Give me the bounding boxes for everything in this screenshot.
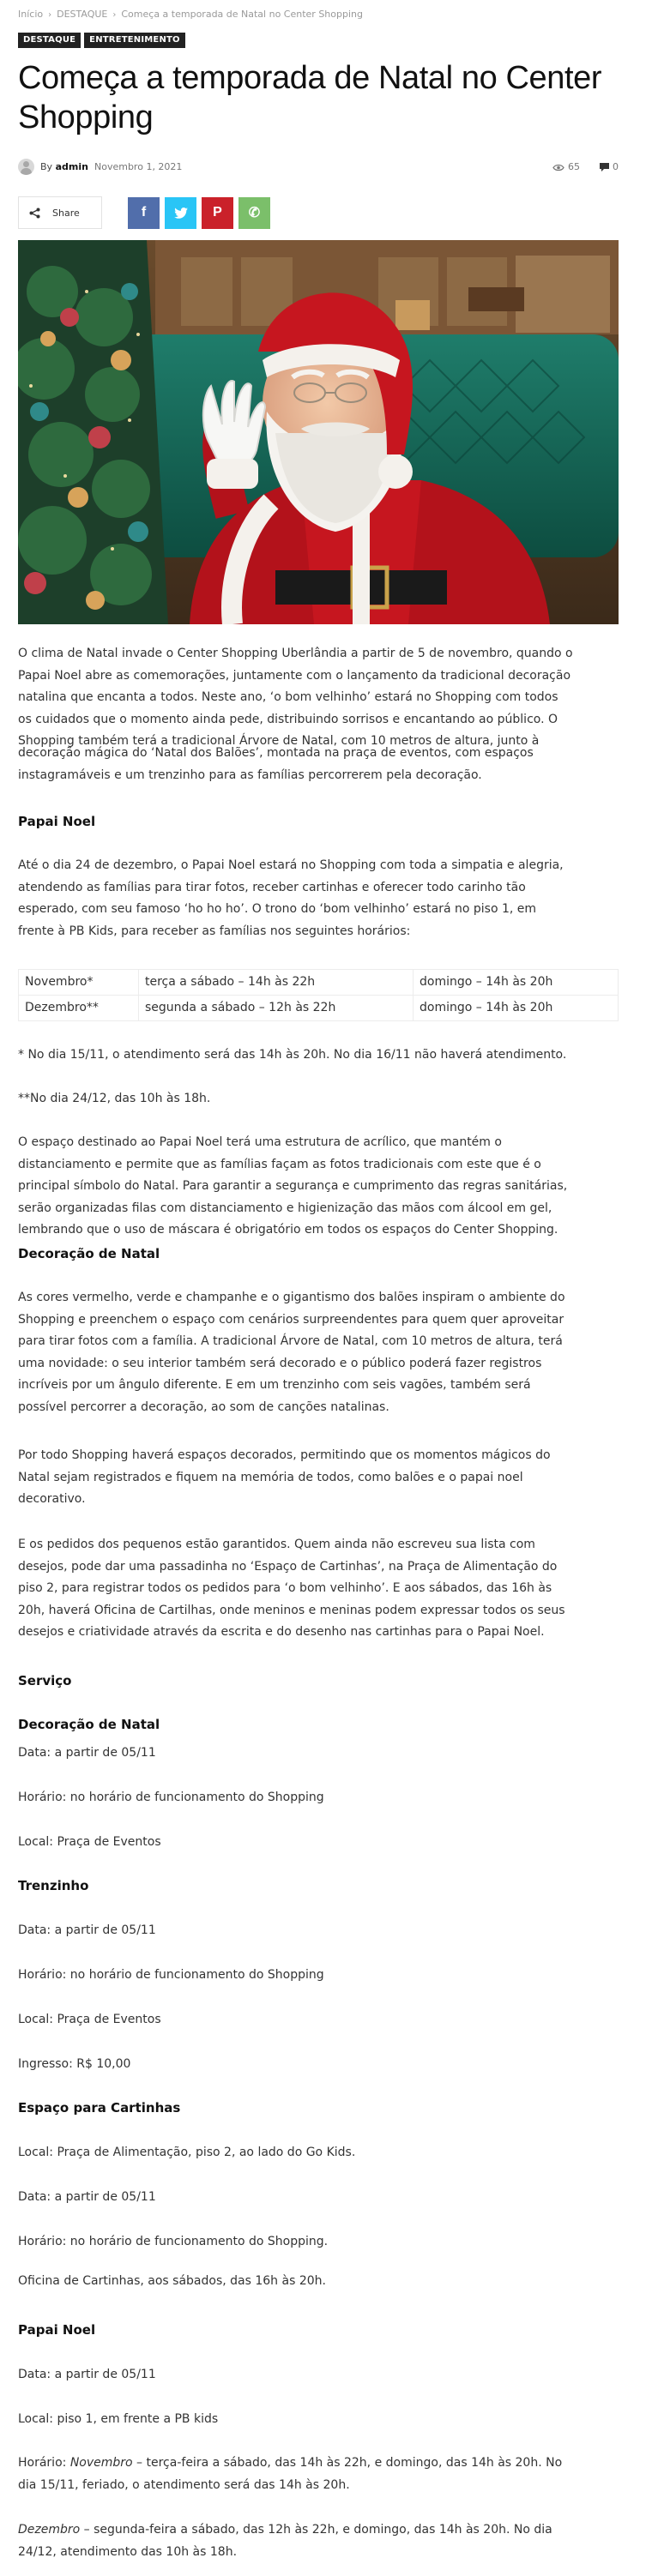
servico-heading-trenzinho: Trenzinho bbox=[18, 1878, 89, 1893]
intro-line: O clima de Natal invade o Center Shopping Uberlândia a partir de 5 de novembro, quando o bbox=[18, 647, 573, 660]
novembro-text: – terça-feira a sábado, das 14h às 22h, e domingo, das 14h às 20h. No bbox=[132, 2456, 563, 2470]
horario-label: Horário: bbox=[18, 2456, 70, 2470]
space-line: principal símbolo do Natal. Para garantir a segurança e cumprimento das regras sanitárias, bbox=[18, 1179, 568, 1193]
intro-line: Shopping também terá a tradicional Árvore de Natal, com 10 metros de altura, junto à bbox=[18, 734, 540, 748]
schedule-month: Dezembro** bbox=[19, 996, 139, 1021]
twitter-icon bbox=[174, 208, 188, 219]
view-count-value: 65 bbox=[568, 161, 580, 172]
servico-papai-local: Local: piso 1, em frente a PB kids bbox=[18, 2412, 219, 2426]
dezembro-line-2: 24/12, atendimento das 10h às 18h. bbox=[18, 2544, 238, 2559]
table-row bbox=[19, 996, 619, 1021]
breadcrumb-category-link[interactable]: DESTAQUE bbox=[57, 9, 108, 20]
breadcrumb bbox=[18, 9, 363, 20]
servico-heading-papai-noel: Papai Noel bbox=[18, 2322, 96, 2338]
decoracao-line: uma novidade: o seu interior também será decorado e o público poderá fazer registros bbox=[18, 1356, 542, 1370]
decorados-line: Por todo Shopping haverá espaços decorados, permitindo que os momentos mágicos do bbox=[18, 1448, 551, 1462]
space-paragraph bbox=[18, 1132, 619, 1242]
breadcrumb-separator: › bbox=[112, 10, 117, 20]
category-tags bbox=[18, 33, 185, 48]
pedidos-line: 20h, haverá Oficina de Cartilhas, onde meninos e meninas podem expressar todos os seus bbox=[18, 1603, 565, 1617]
servico-trenzinho-horario: Horário: no horário de funcionamento do Shopping bbox=[18, 1968, 324, 1982]
whatsapp-icon: ✆ bbox=[248, 206, 261, 220]
decoracao-line: Shopping e preenchem o espaço com cenários surpreendentes para quem quer aproveitar bbox=[18, 1312, 564, 1327]
pedidos-line: E os pedidos dos pequenos estão garantidos. Quem ainda não escreveu sua lista com bbox=[18, 1538, 535, 1551]
decoracao-paragraph bbox=[18, 1287, 619, 1418]
decorados-line: Natal sejam registrados e fiquem na memória de todos, como balões e o papai noel bbox=[18, 1470, 523, 1484]
dezembro-label: Dezembro bbox=[18, 2523, 81, 2537]
schedule-weekdays: terça a sábado – 14h às 22h bbox=[139, 970, 414, 996]
author-avatar[interactable] bbox=[18, 159, 34, 175]
article-title: Começa a temporada de Natal no Center Shopping bbox=[18, 60, 602, 135]
schedule-weekdays: segunda a sábado – 12h às 22h bbox=[139, 996, 414, 1021]
servico-trenzinho-local: Local: Praça de Eventos bbox=[18, 2013, 161, 2026]
servico-decoracao-local: Local: Praça de Eventos bbox=[18, 1835, 161, 1849]
servico-papai-horario-novembro bbox=[18, 2453, 619, 2496]
schedule-note-1: * No dia 15/11, o atendimento será das 14h às 20h. No dia 16/11 não haverá atendimento. bbox=[18, 1048, 567, 1062]
intro-line: decoração mágica do ‘Natal dos Balões’, montada na praça de eventos, com espaços bbox=[18, 746, 534, 760]
twitter-share-button[interactable] bbox=[165, 197, 196, 229]
schedule-table bbox=[18, 969, 619, 1021]
schedule-sunday: domingo – 14h às 20h bbox=[414, 996, 619, 1021]
decoracao-line: incríveis por um ângulo diferente. E em um trenzinho com seis vagões, também será bbox=[18, 1378, 531, 1392]
article-intro bbox=[18, 643, 619, 786]
decoracao-line: possível percorrer a decoração, ao som de canções natalinas. bbox=[18, 1399, 389, 1414]
servico-heading-cartinhas: Espaço para Cartinhas bbox=[18, 2100, 181, 2116]
section-heading-decoracao: Decoração de Natal bbox=[18, 1246, 160, 1261]
post-meta bbox=[18, 158, 619, 177]
servico-papai-horario-dezembro bbox=[18, 2519, 619, 2563]
intro-line: os cuidados que o momento ainda pede, distribuindo sorrisos e encantando ao público. O bbox=[18, 712, 558, 726]
intro-line: instagramáveis e um trenzinho para as famílias percorrerem pela decoração. bbox=[18, 767, 482, 782]
share-icon bbox=[29, 208, 40, 219]
servico-heading-decoracao: Decoração de Natal bbox=[18, 1717, 160, 1732]
space-line: O espaço destinado ao Papai Noel terá uma estrutura de acrílico, que mantém o bbox=[18, 1135, 502, 1149]
table-row bbox=[19, 970, 619, 996]
pedidos-paragraph bbox=[18, 1534, 619, 1644]
papai-noel-line: frente à PB Kids, para receber as famílias nos seguintes horários: bbox=[18, 924, 411, 938]
post-date: Novembro 1, 2021 bbox=[94, 161, 183, 172]
servico-cartinhas-horario: Horário: no horário de funcionamento do Shopping. bbox=[18, 2235, 329, 2248]
schedule-month: Novembro* bbox=[19, 970, 139, 996]
facebook-icon: f bbox=[141, 205, 147, 220]
share-button[interactable] bbox=[18, 196, 102, 229]
servico-decoracao-data: Data: a partir de 05/11 bbox=[18, 1746, 156, 1760]
dezembro-text: – segunda-feira a sábado, das 12h às 22h, e domingo, das 14h às 20h. No dia bbox=[80, 2523, 552, 2537]
breadcrumb-current: Começa a temporada de Natal no Center Shopping bbox=[121, 9, 363, 20]
space-line: serão organizadas filas com distanciamento e higienização das mãos com álcool em gel, bbox=[18, 1201, 552, 1215]
view-count bbox=[552, 161, 580, 172]
papai-noel-line: Até o dia 24 de dezembro, o Papai Noel estará no Shopping com toda a simpatia e alegria, bbox=[18, 858, 564, 872]
servico-trenzinho-ingresso: Ingresso: R$ 10,00 bbox=[18, 2057, 131, 2071]
pedidos-line: piso 2, para registrar todos os pedidos para ‘o bom velhinho’. E aos sábados, das 16h às bbox=[18, 1581, 552, 1595]
author-link[interactable]: admin bbox=[55, 161, 88, 172]
servico-cartinhas-local: Local: Praça de Alimentação, piso 2, ao lado do Go Kids. bbox=[18, 2146, 356, 2159]
featured-image-santa bbox=[18, 240, 619, 624]
facebook-share-button[interactable] bbox=[128, 197, 160, 229]
eye-icon bbox=[552, 164, 564, 172]
breadcrumb-home-link[interactable]: Início bbox=[18, 9, 44, 20]
servico-trenzinho-data: Data: a partir de 05/11 bbox=[18, 1923, 156, 1937]
servico-decoracao-horario: Horário: no horário de funcionamento do Shopping bbox=[18, 1791, 324, 1804]
pinterest-share-button[interactable] bbox=[202, 197, 233, 229]
papai-noel-line: esperado, com seu famoso ‘ho ho ho’. O trono do ‘bom velhinho’ estará no piso 1, em bbox=[18, 902, 537, 916]
novembro-label: Novembro bbox=[69, 2456, 133, 2470]
decorados-line: decorativo. bbox=[18, 1492, 86, 1506]
intro-line: Papai Noel abre as comemorações, juntamente com o lançamento da tradicional decoração bbox=[18, 668, 571, 683]
space-line: distanciamento e permite que as famílias façam as fotos tradicionais com este que é o bbox=[18, 1157, 541, 1171]
santa-illustration bbox=[18, 240, 619, 624]
servico-cartinhas-oficina: Oficina de Cartinhas, aos sábados, das 16h às 20h. bbox=[18, 2274, 326, 2288]
intro-line: natalina que encanta a todos. Neste ano, ‘o bom velhinho’ estará no Shopping com todos bbox=[18, 690, 558, 704]
breadcrumb-separator: › bbox=[48, 10, 52, 20]
schedule-sunday: domingo – 14h às 20h bbox=[414, 970, 619, 996]
section-heading-papai-noel: Papai Noel bbox=[18, 814, 96, 829]
novembro-line-2: dia 15/11, feriado, o atendimento será das 14h às 20h. bbox=[18, 2477, 350, 2492]
comment-icon bbox=[600, 163, 609, 172]
space-line: lembrando que o uso de máscara é obrigatório em todos os espaços do Center Shopping. bbox=[18, 1223, 558, 1237]
horario-novembro-line bbox=[18, 2453, 619, 2475]
papai-noel-line: atendendo as famílias para tirar fotos, receber cartinhas e oferecer todo carinho tão bbox=[18, 880, 526, 894]
comment-count-value: 0 bbox=[613, 161, 619, 172]
share-label: Share bbox=[52, 207, 80, 219]
category-tag-destaque[interactable]: DESTAQUE bbox=[18, 33, 81, 48]
section-heading-servico: Serviço bbox=[18, 1673, 72, 1688]
pedidos-line: desejos, pode dar uma passadinha no ‘Espaço de Cartinhas’, na Praça de Alimentação do bbox=[18, 1559, 558, 1574]
category-tag-entretenimento[interactable]: ENTRETENIMENTO bbox=[84, 33, 185, 48]
papai-noel-paragraph bbox=[18, 855, 619, 942]
decoracao-line: As cores vermelho, verde e champanhe e o gigantismo dos balões inspiram o ambiente do bbox=[18, 1291, 565, 1304]
horario-dezembro-line bbox=[18, 2519, 619, 2542]
schedule-note-2: **No dia 24/12, das 10h às 18h. bbox=[18, 1092, 211, 1105]
servico-papai-data: Data: a partir de 05/11 bbox=[18, 2368, 156, 2381]
whatsapp-share-button[interactable] bbox=[238, 197, 270, 229]
pinterest-icon: P bbox=[213, 205, 222, 220]
decoracao-line: para tirar fotos com a família. A tradicional Árvore de Natal, com 10 metros de altura, terá bbox=[18, 1334, 563, 1348]
author-byline bbox=[40, 161, 88, 172]
decorados-paragraph bbox=[18, 1445, 619, 1511]
share-bar bbox=[18, 196, 270, 229]
servico-cartinhas-data: Data: a partir de 05/11 bbox=[18, 2190, 156, 2204]
comment-count[interactable] bbox=[600, 161, 619, 172]
pedidos-line: desejos e criatividade através da escrita e do desenho nas cartinhas para o Papai Noel. bbox=[18, 1625, 545, 1639]
by-label: By bbox=[40, 161, 53, 172]
